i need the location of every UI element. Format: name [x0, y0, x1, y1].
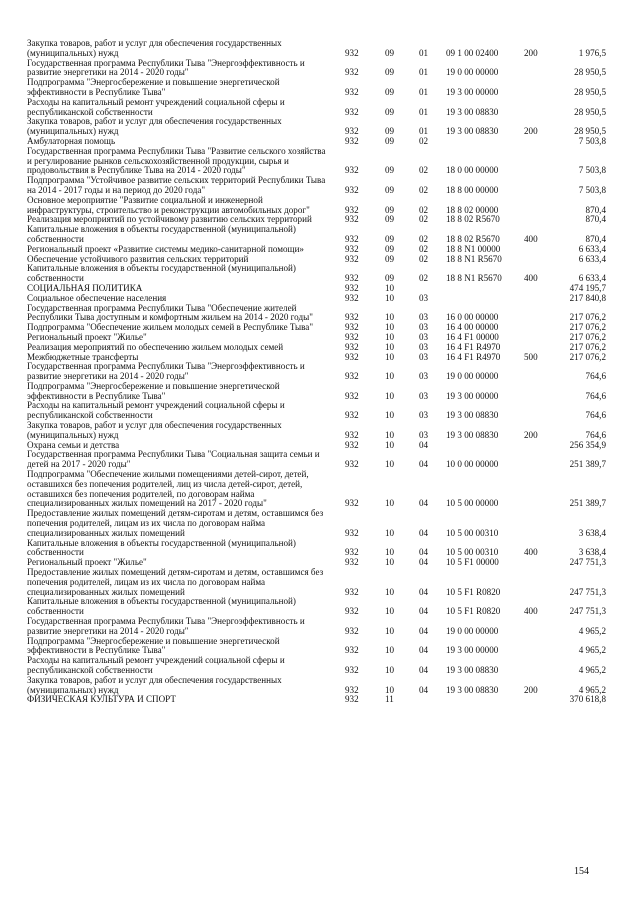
row-description: Расходы на капитальный ремонт учреждений социальной сферы и республиканской собственности [27, 400, 285, 421]
amount: 4 965,2 [578, 684, 606, 695]
target-article-code: 18 8 N1 R5670 [446, 273, 502, 284]
subsection-code: 03 [419, 410, 429, 421]
target-article-code: 19 0 00 00000 [446, 625, 499, 636]
target-article-code: 18 8 N1 R5670 [446, 253, 502, 264]
section-code: 10 [385, 341, 395, 352]
target-article-code: 19 3 00 08830 [446, 684, 499, 695]
department-code: 932 [345, 645, 359, 656]
amount: 4 965,2 [578, 665, 606, 675]
subsection-code: 04 [419, 606, 429, 617]
subsection-code: 03 [419, 331, 429, 342]
target-article-code: 18 8 00 00000 [446, 184, 499, 195]
amount: 217 076,2 [569, 322, 606, 333]
amount: 6 633,4 [578, 253, 606, 264]
section-code: 09 [385, 243, 395, 254]
amount: 3 638,4 [578, 547, 606, 558]
department-code: 932 [345, 625, 359, 636]
subsection-code: 02 [419, 233, 429, 244]
table-row [0, 362, 640, 382]
amount: 217 076,2 [569, 351, 606, 362]
target-article-code: 19 3 00 08830 [446, 410, 499, 421]
expense-type-code: 500 [524, 351, 538, 362]
amount: 370 618,8 [569, 694, 606, 705]
target-article-code: 10 5 00 00310 [446, 527, 499, 538]
section-code: 10 [385, 606, 395, 617]
row-description: Реализация мероприятий по обеспечению жильем молодых семей [27, 341, 284, 352]
expense-type-code: 200 [524, 47, 538, 58]
section-code: 10 [385, 557, 395, 568]
table-row [0, 509, 640, 538]
amount: 7 503,8 [578, 184, 606, 195]
section-code: 09 [385, 233, 395, 244]
section-code: 09 [385, 273, 395, 284]
subsection-code: 01 [419, 47, 429, 58]
subsection-code: 02 [419, 273, 429, 284]
amount: 247 751,3 [569, 557, 606, 568]
section-code: 10 [385, 586, 395, 597]
target-article-code: 10 5 00 00000 [446, 498, 499, 509]
target-article-code: 19 0 00 00000 [446, 67, 499, 78]
subsection-code: 02 [419, 135, 429, 146]
target-article-code: 10 5 F1 R0820 [446, 586, 501, 597]
subsection-code: 03 [419, 371, 429, 382]
section-code: 10 [385, 322, 395, 333]
department-code: 932 [345, 586, 359, 597]
subsection-code: 01 [419, 126, 429, 137]
subsection-code: 04 [419, 557, 429, 568]
section-code: 09 [385, 67, 395, 78]
row-description: Подпрограмма "Обеспечение жильем молодых семей в Республике Тыва" [27, 322, 314, 333]
target-article-code: 18 8 02 00000 [446, 204, 499, 215]
expense-type-code: 400 [524, 273, 538, 284]
table-row [0, 695, 640, 705]
row-description: Подпрограмма "Устойчивое развитие сельских территорий Республики Тыва на 2014 - 2017 годы и на период до 2020 года" [27, 175, 326, 195]
amount: 7 503,8 [578, 165, 606, 176]
subsection-code: 04 [419, 625, 429, 636]
section-code: 09 [385, 165, 395, 176]
section-code: 09 [385, 214, 395, 225]
department-code: 932 [345, 126, 359, 137]
table-row [0, 421, 640, 441]
row-description: Государственная программа Республики Тыва "Энергоэффективность и развитие энергетики на 2014 - 2020 годы" [27, 361, 305, 382]
expense-type-code: 400 [524, 233, 538, 244]
department-code: 932 [345, 371, 359, 382]
amount: 28 950,5 [574, 126, 606, 137]
department-code: 932 [345, 439, 359, 450]
subsection-code: 03 [419, 292, 429, 303]
subsection-code: 01 [419, 106, 429, 117]
subsection-code: 03 [419, 429, 429, 440]
row-description: Государственная программа Республики Тыва "Обеспечение жителей Республики Тыва доступным и комфортным жильем на 2014 - 2020 годы" [27, 302, 313, 323]
department-code: 932 [345, 204, 359, 215]
subsection-code: 04 [419, 459, 429, 470]
department-code: 932 [345, 292, 359, 303]
target-article-code: 19 3 00 08830 [446, 665, 499, 675]
table-row [0, 470, 640, 509]
target-article-code: 18 8 N1 00000 [446, 243, 501, 254]
row-description: Расходы на капитальный ремонт учреждений социальной сферы и республиканской собственности [27, 96, 285, 117]
target-article-code: 19 3 00 00000 [446, 390, 499, 401]
table-row [0, 196, 640, 216]
target-article-code: 19 3 00 08830 [446, 106, 499, 117]
subsection-code: 04 [419, 527, 429, 538]
row-description: Социальное обеспечение населения [27, 292, 167, 303]
department-code: 932 [345, 273, 359, 284]
row-description: СОЦИАЛЬНАЯ ПОЛИТИКА [27, 282, 143, 293]
target-article-code: 19 3 00 08830 [446, 429, 499, 440]
table-row [0, 382, 640, 402]
row-description: Предоставление жилых помещений детям-сиротам и детям, оставшимся без попечения родителей, лицам из их числа по договорам найма специализированных жилых помещений [27, 567, 324, 597]
target-article-code: 09 1 00 02400 [446, 47, 499, 58]
expense-type-code: 200 [524, 684, 538, 695]
row-description: Подпрограмма "Энергосбережение и повышение энергетической эффективности в Республике Тыва" [27, 380, 280, 401]
target-article-code: 10 5 F1 00000 [446, 557, 499, 568]
target-article-code: 18 0 00 00000 [446, 165, 499, 176]
section-code: 09 [385, 47, 395, 58]
subsection-code: 03 [419, 312, 429, 323]
row-description: Капитальные вложения в объекты государственной (муниципальной) собственности [27, 596, 296, 617]
department-code: 932 [345, 557, 359, 568]
section-code: 09 [385, 86, 395, 97]
section-code: 10 [385, 645, 395, 656]
department-code: 932 [345, 606, 359, 617]
subsection-code: 04 [419, 586, 429, 597]
row-description: Капитальные вложения в объекты государственной (муниципальной) собственности [27, 537, 296, 558]
department-code: 932 [345, 684, 359, 695]
department-code: 932 [345, 331, 359, 342]
section-code: 11 [385, 694, 394, 705]
row-description: Капитальные вложения в объекты государственной (муниципальной) собственности [27, 224, 296, 244]
target-article-code: 19 0 00 00000 [446, 371, 499, 382]
subsection-code: 04 [419, 547, 429, 558]
row-description: Реализация мероприятий по устойчивому развитию сельских территорий [27, 214, 312, 225]
department-code: 932 [345, 527, 359, 538]
department-code: 932 [345, 184, 359, 195]
table-row [0, 676, 640, 696]
row-description: Государственная программа Республики Тыва "Энергоэффективность и развитие энергетики на 2014 - 2020 годы" [27, 616, 305, 636]
department-code: 932 [345, 135, 359, 146]
subsection-code: 04 [419, 498, 429, 509]
subsection-code: 03 [419, 322, 429, 333]
target-article-code: 19 3 00 08830 [446, 126, 499, 137]
table-row [0, 617, 640, 637]
department-code: 932 [345, 429, 359, 440]
table-row [0, 78, 640, 98]
row-description: Закупка товаров, работ и услуг для обеспечения государственных (муниципальных) нужд [27, 420, 282, 440]
department-code: 932 [345, 47, 359, 58]
section-code: 10 [385, 498, 395, 509]
department-code: 932 [345, 282, 359, 293]
expense-type-code: 200 [524, 126, 538, 137]
amount: 28 950,5 [574, 86, 606, 97]
department-code: 932 [345, 233, 359, 244]
subsection-code: 04 [419, 439, 429, 450]
section-code: 10 [385, 282, 395, 293]
section-code: 09 [385, 106, 395, 117]
amount: 1 976,5 [578, 47, 606, 58]
expense-type-code: 400 [524, 606, 538, 617]
department-code: 932 [345, 165, 359, 176]
row-description: Расходы на капитальный ремонт учреждений социальной сферы и республиканской собственности [27, 655, 285, 675]
expense-type-code: 200 [524, 429, 538, 440]
section-code: 09 [385, 126, 395, 137]
target-article-code: 10 5 F1 R0820 [446, 606, 501, 617]
subsection-code: 03 [419, 390, 429, 401]
target-article-code: 10 5 00 00310 [446, 547, 499, 558]
department-code: 932 [345, 253, 359, 264]
amount: 764,6 [585, 429, 606, 440]
table-row [0, 98, 640, 118]
department-code: 932 [345, 351, 359, 362]
row-description: Региональный проект "Жилье" [27, 331, 147, 342]
amount: 4 965,2 [578, 625, 606, 636]
department-code: 932 [345, 214, 359, 225]
subsection-code: 02 [419, 165, 429, 176]
amount: 28 950,5 [574, 106, 606, 117]
table-row [0, 656, 640, 676]
table-row [0, 450, 640, 470]
section-code: 10 [385, 410, 395, 421]
amount: 764,6 [585, 371, 606, 382]
row-description: Подпрограмма "Энергосбережение и повышение энергетической эффективности в Республике Тыва" [27, 635, 280, 656]
department-code: 932 [345, 312, 359, 323]
department-code: 932 [345, 694, 359, 705]
department-code: 932 [345, 665, 359, 675]
subsection-code: 04 [419, 684, 429, 695]
row-description: Подпрограмма "Обеспечение жилыми помещениями детей-сирот, детей, оставшихся без попечения родителей, лиц из числа детей-сирот, детей, оставшихся без попечения родителей, по договорам найма специализированных жилых помещений на 2017 - 2020 годы" [27, 469, 309, 509]
section-code: 10 [385, 371, 395, 382]
table-row [0, 401, 640, 421]
department-code: 932 [345, 106, 359, 117]
target-article-code: 16 4 F1 00000 [446, 331, 499, 342]
table-row [0, 637, 640, 657]
table-row [0, 264, 640, 284]
subsection-code: 02 [419, 214, 429, 225]
department-code: 932 [345, 67, 359, 78]
subsection-code: 03 [419, 351, 429, 362]
subsection-code: 02 [419, 243, 429, 254]
row-description: Межбюджетные трансферты [27, 351, 139, 362]
amount: 3 638,4 [578, 527, 606, 538]
department-code: 932 [345, 390, 359, 401]
section-code: 10 [385, 292, 395, 303]
section-code: 09 [385, 135, 395, 146]
department-code: 932 [345, 243, 359, 254]
amount: 764,6 [585, 390, 606, 401]
department-code: 932 [345, 86, 359, 97]
target-article-code: 10 0 00 00000 [446, 459, 499, 470]
target-article-code: 16 0 00 00000 [446, 312, 499, 323]
section-code: 10 [385, 331, 395, 342]
amount: 217 076,2 [569, 312, 606, 323]
department-code: 932 [345, 341, 359, 352]
table-row [0, 568, 640, 597]
row-description: Основное мероприятие "Развитие социальной и инженерной инфраструктуры, строительство и реконструкции автомобильных дорог" [27, 194, 310, 215]
section-code: 10 [385, 684, 395, 695]
target-article-code: 18 8 02 R5670 [446, 233, 500, 244]
row-description: Закупка товаров, работ и услуг для обеспечения государственных (муниципальных) нужд [27, 38, 282, 58]
amount: 764,6 [585, 410, 606, 421]
target-article-code: 19 3 00 00000 [446, 645, 499, 656]
amount: 6 633,4 [578, 243, 606, 254]
table-row [0, 597, 640, 617]
row-description: Предоставление жилых помещений детям-сиротам и детям, оставшимся без попечения родителей, лицам из их числа по договорам найма специализированных жилых помещений [27, 508, 324, 538]
department-code: 932 [345, 459, 359, 470]
section-code: 10 [385, 312, 395, 323]
row-description: Охрана семьи и детства [27, 439, 120, 450]
row-description: Закупка товаров, работ и услуг для обеспечения государственных (муниципальных) нужд [27, 674, 282, 695]
table-row [0, 117, 640, 137]
row-description: Капитальные вложения в объекты государственной (муниципальной) собственности [27, 263, 296, 284]
table-row [0, 176, 640, 196]
row-description: Региональный проект «Развитие системы медико-санитарной помощи» [27, 243, 304, 254]
budget-table [0, 39, 640, 705]
subsection-code: 03 [419, 341, 429, 352]
target-article-code: 16 4 F1 R4970 [446, 351, 501, 362]
section-code: 10 [385, 351, 395, 362]
amount: 217 840,8 [569, 292, 606, 303]
table-row [0, 225, 640, 245]
subsection-code: 04 [419, 645, 429, 656]
amount: 870,4 [585, 214, 606, 225]
row-description: Закупка товаров, работ и услуг для обеспечения государственных (муниципальных) нужд [27, 116, 282, 137]
department-code: 932 [345, 322, 359, 333]
section-code: 10 [385, 547, 395, 558]
row-description: Подпрограмма "Энергосбережение и повышение энергетической эффективности в Республике Тыва" [27, 77, 280, 97]
amount: 251 389,7 [569, 459, 606, 470]
target-article-code: 18 8 02 R5670 [446, 214, 500, 225]
amount: 28 950,5 [574, 67, 606, 78]
amount: 251 389,7 [569, 498, 606, 509]
table-row [0, 304, 640, 324]
table-row [0, 59, 640, 79]
row-description: ФИЗИЧЕСКАЯ КУЛЬТУРА И СПОРТ [27, 694, 176, 705]
amount: 474 195,7 [569, 282, 606, 293]
row-description: Государственная программа Республики Тыва "Развитие сельского хозяйства и регулирование рынков сельскохозяйственной продукции, сырья и продовольствия в Республике Тыва на 2014 - 2020 годы" [27, 145, 326, 176]
subsection-code: 02 [419, 184, 429, 195]
table-row [0, 147, 640, 176]
target-article-code: 19 3 00 00000 [446, 86, 499, 97]
page-number: 154 [574, 866, 589, 877]
target-article-code: 16 4 00 00000 [446, 322, 499, 333]
amount: 217 076,2 [569, 341, 606, 352]
section-code: 09 [385, 253, 395, 264]
row-description: Амбулаторная помощь [27, 135, 116, 146]
table-row [0, 39, 640, 59]
row-description: Региональный проект "Жилье" [27, 557, 147, 568]
amount: 6 633,4 [578, 273, 606, 284]
subsection-code: 01 [419, 67, 429, 78]
row-description: Обеспечение устойчивого развития сельских территорий [27, 253, 249, 264]
amount: 217 076,2 [569, 331, 606, 342]
section-code: 10 [385, 625, 395, 636]
subsection-code: 01 [419, 86, 429, 97]
section-code: 10 [385, 439, 395, 450]
section-code: 10 [385, 390, 395, 401]
amount: 7 503,8 [578, 135, 606, 146]
amount: 256 354,9 [569, 439, 606, 450]
target-article-code: 16 4 F1 R4970 [446, 341, 501, 352]
amount: 4 965,2 [578, 645, 606, 656]
department-code: 932 [345, 410, 359, 421]
row-description: Государственная программа Республики Тыва "Энергоэффективность и развитие энергетики на 2014 - 2020 годы" [27, 57, 305, 78]
section-code: 10 [385, 665, 395, 675]
department-code: 932 [345, 498, 359, 509]
subsection-code: 02 [419, 253, 429, 264]
table-row [0, 539, 640, 559]
expense-type-code: 400 [524, 547, 538, 558]
department-code: 932 [345, 547, 359, 558]
amount: 870,4 [585, 204, 606, 215]
amount: 247 751,3 [569, 606, 606, 617]
subsection-code: 02 [419, 204, 429, 215]
subsection-code: 04 [419, 665, 429, 675]
section-code: 10 [385, 429, 395, 440]
section-code: 10 [385, 527, 395, 538]
row-description: Государственная программа Республики Тыва "Социальная защита семьи и детей на 2017 - 2020 годы" [27, 449, 320, 470]
section-code: 10 [385, 459, 395, 470]
section-code: 09 [385, 204, 395, 215]
amount: 247 751,3 [569, 586, 606, 597]
amount: 870,4 [585, 233, 606, 244]
section-code: 09 [385, 184, 395, 195]
